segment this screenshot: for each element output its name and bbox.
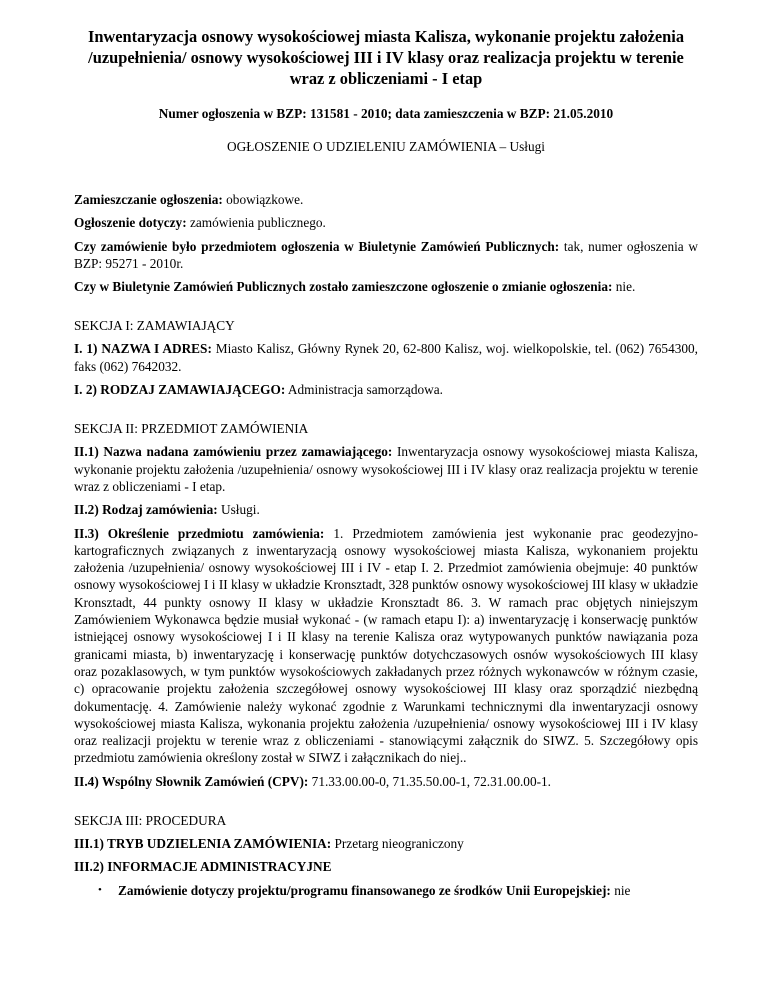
field-value: Usługi. [221, 502, 260, 518]
field-label: Zamieszczanie ogłoszenia: [74, 192, 223, 207]
field-label: II.2) Rodzaj zamówienia: [74, 502, 218, 518]
field-value: tak, numer ogłoszenia w BZP: 95271 - 2010r. [74, 238, 698, 271]
intro-item [74, 238, 698, 273]
document-page [74, 26, 698, 899]
field-value: 71.33.00.00-0, 71.35.50.00-1, 72.31.00.00-1. [311, 773, 552, 789]
field-label: I. 1) NAZWA I ADRES: [74, 341, 212, 357]
list-item [74, 882, 698, 899]
intro-item [74, 191, 698, 208]
intro-item [74, 214, 698, 231]
section-item [74, 773, 698, 790]
field-label: Zamówienie dotyczy projektu/programu finansowanego ze środków Unii Europejskiej: [118, 882, 611, 898]
section-item [74, 525, 698, 767]
section-item [74, 443, 698, 495]
section-item [74, 858, 698, 875]
announcement-number: Numer ogłoszenia w BZP: 131581 - 2010; data zamieszczenia w BZP: 21.05.2010 [158, 106, 614, 121]
field-value: Inwentaryzacja osnowy wysokościowej miasta Kalisza, wykonanie projektu założenia /uzupełnienia/ osnowy wysokościowej III i IV klasy oraz realizacja projektu w terenie wraz z obliczeniami - I etap. [74, 444, 698, 494]
section-heading: SEKCJA III: PROCEDURA [74, 813, 227, 829]
section-heading: SEKCJA II: PRZEDMIOT ZAMÓWIENIA [74, 421, 309, 437]
section-item [74, 835, 698, 852]
field-label: I. 2) RODZAJ ZAMAWIAJĄCEGO: [74, 382, 286, 398]
field-label: II.1) Nazwa nadana zamówieniu przez zamawiającego: [74, 444, 393, 460]
field-label: III.1) TRYB UDZIELENIA ZAMÓWIENIA: [74, 836, 332, 852]
field-value: Administracja samorządowa. [287, 382, 443, 398]
field-value: Miasto Kalisz, Główny Rynek 20, 62-800 Kalisz, woj. wielkopolskie, tel. (062) 7654300, faks (062) 7642032. [74, 341, 698, 374]
field-label: Ogłoszenie dotyczy: [74, 215, 187, 231]
field-label: Czy w Biuletynie Zamówień Publicznych zostało zamieszczone ogłoszenie o zmianie ogłoszenia: [74, 279, 613, 295]
intro-item [74, 278, 698, 295]
intro-block [74, 191, 698, 295]
field-value: Przetarg nieograniczony [334, 836, 464, 852]
field-value: obowiązkowe. [226, 192, 304, 207]
field-label: II.3) Określenie przedmiotu zamówienia: [74, 525, 325, 541]
field-value: nie [614, 882, 631, 898]
notice-type: OGŁOSZENIE O UDZIELENIU ZAMÓWIENIA – Usługi [227, 139, 545, 154]
field-label: II.4) Wspólny Słownik Zamówień (CPV): [74, 773, 309, 789]
field-value: nie. [615, 279, 636, 295]
field-value: zamówienia publicznego. [189, 215, 326, 231]
document-title: Inwentaryzacja osnowy wysokościowej miasta Kalisza, wykonanie projektu założenia /uzupełnienia/ osnowy wysokościowej III i IV klasy oraz realizacja projektu w terenie wraz z obliczeniami - I etap [87, 27, 685, 88]
bullet-icon: • [98, 883, 102, 896]
field-value: 1. Przedmiotem zamówienia jest wykonanie prac geodezyjno-kartograficznych związanych z inwentaryzacją osnowy wysokościowej miasta Kalisza, wykonaniem projektu założenia /uzupełnienia/ osnowy wysokościowej III i IV - etap I. 2. Przedmiot zamówienia obejmuje: 40 punktów osnowy wysokościowej I i II klasy w układzie Kronsztadt, 328 punktów osnowy wysokościowej III klasy w układzie Kronsztadt, 44 punkty osnowy II klasy w układzie Kronsztadt 86. 3. W ramach prac objętych niniejszym Zamówieniem Wykonawca będzie musiał wykonać - (w ramach etapu I): a) inwentaryzację i konserwację punktów istniejącej osnowy wysokościowej I i II klasy na terenie Kalisza oraz wytypowanych punktów nawiązania poza granicami miasta, b) inwentaryzację i konserwację punktów dotychczasowych osnów wysokościowych III klasy oraz pozaklasowych, w tym punktów wysokościowych zakładanych przez różnych wykonawców w różnym czasie, c) opracowanie projektu założenia szczegółowej osnowy wysokościowej III klasy oraz sporządzić niezbędną dokumentację. 4. Zamówienie należy wykonać zgodnie z Warunkami technicznymi dla inwentaryzacji osnowy wysokościowej miasta Kalisza, wykonania projektu założenia /uzupełnienia/ osnowy wysokościowej III i IV klasy oraz realizacji projektu w terenie wraz z obliczeniami - stanowiącymi załącznik do SIWZ. 5. Szczegółowy opis przedmiotu zamówienia określony został w SIWZ i załącznikach do niej.. [74, 525, 698, 766]
section-heading: SEKCJA I: ZAMAWIAJĄCY [74, 318, 235, 334]
admin-info-list [74, 882, 698, 899]
field-label: III.2) INFORMACJE ADMINISTRACYJNE [74, 859, 332, 875]
section-item [74, 501, 698, 518]
section-item [74, 340, 698, 375]
section-item [74, 381, 698, 398]
field-label: Czy zamówienie było przedmiotem ogłoszenia w Biuletynie Zamówień Publicznych: [74, 238, 560, 254]
